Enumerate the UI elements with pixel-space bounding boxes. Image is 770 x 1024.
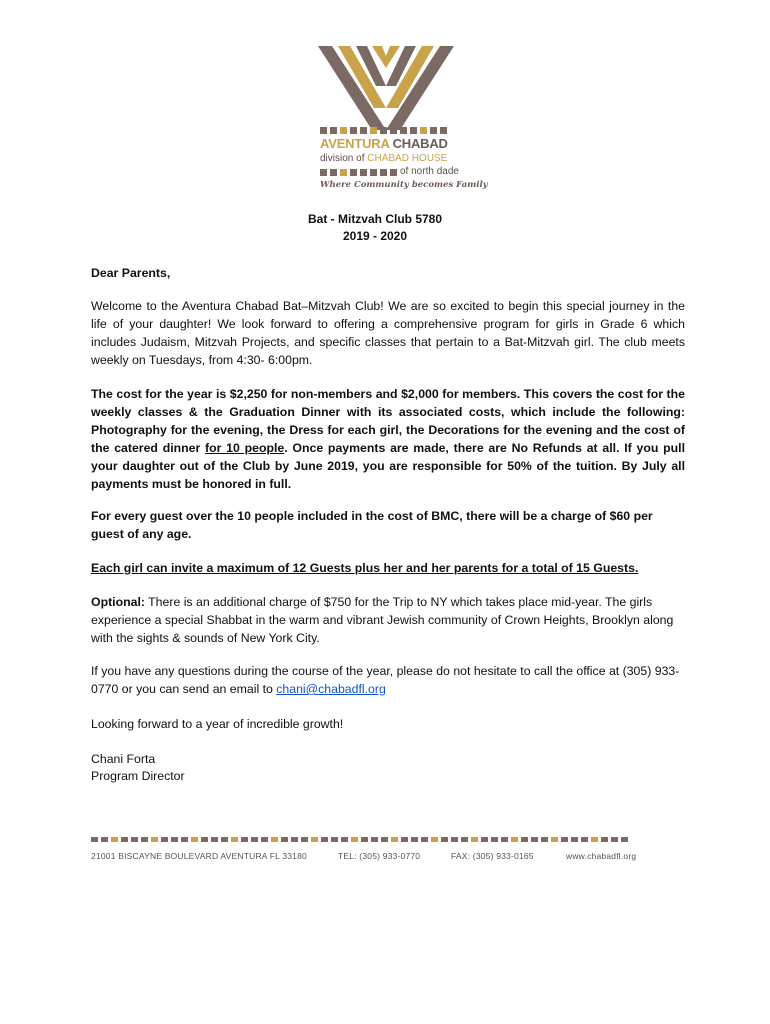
salutation: Dear Parents, xyxy=(91,266,171,280)
logo-division-suffix: of north dade xyxy=(400,166,459,177)
footer-square xyxy=(381,837,388,842)
footer-tel: TEL: (305) 933-0770 xyxy=(338,851,421,861)
footer-square xyxy=(591,837,598,842)
contact-paragraph: If you have any questions during the course of the year, please do not hesitate to call the office at (305) 933-0770 or you can send an email to chani@chabadfl.org xyxy=(91,664,680,696)
footer-square xyxy=(181,837,188,842)
footer-square xyxy=(221,837,228,842)
footer-square xyxy=(551,837,558,842)
footer-square xyxy=(241,837,248,842)
footer-web: www.chabadfl.org xyxy=(566,851,637,861)
signature-title: Program Director xyxy=(91,769,185,783)
footer-square xyxy=(621,837,628,842)
footer-square xyxy=(171,837,178,842)
footer-square xyxy=(581,837,588,842)
footer-square xyxy=(261,837,268,842)
menorah-chevron-icon xyxy=(316,44,456,134)
footer-square xyxy=(251,837,258,842)
footer-address: 21001 BISCAYNE BOULEVARD AVENTURA FL 33180 xyxy=(91,851,307,861)
footer-square xyxy=(611,837,618,842)
email-link[interactable]: chani@chabadfl.org xyxy=(276,682,386,696)
footer-square xyxy=(391,837,398,842)
logo-name: AVENTURA CHABAD xyxy=(320,136,448,151)
footer-square xyxy=(271,837,278,842)
footer-square xyxy=(141,837,148,842)
footer-square xyxy=(161,837,168,842)
footer-square xyxy=(341,837,348,842)
logo-tagline: Where Community becomes Family xyxy=(320,180,488,190)
footer-square xyxy=(461,837,468,842)
footer-square xyxy=(101,837,108,842)
footer-square xyxy=(201,837,208,842)
letter-title: Bat - Mitzvah Club 5780 xyxy=(307,212,443,226)
signature-name: Chani Forta xyxy=(91,752,156,766)
optional-trip-paragraph: Optional: There is an additional charge of $750 for the Trip to NY which takes place mid-year. The girls experience a special Shabbat in the warm and vibrant Jewish community of Crown Heights, Brooklyn along with the sights & sounds of New York City. xyxy=(91,595,674,645)
footer-square xyxy=(211,837,218,842)
guest-charge-paragraph: For every guest over the 10 people included in the cost of BMC, there will be a charge of $60 per guest of any age. xyxy=(91,509,653,541)
footer-square xyxy=(411,837,418,842)
footer-square xyxy=(191,837,198,842)
footer-square xyxy=(601,837,608,842)
footer-square xyxy=(471,837,478,842)
footer-fax: FAX: (305) 933-0165 xyxy=(451,851,534,861)
footer-square-rule xyxy=(91,837,628,842)
footer-square xyxy=(131,837,138,842)
footer-square xyxy=(331,837,338,842)
footer-square xyxy=(561,837,568,842)
footer-square xyxy=(301,837,308,842)
footer-square xyxy=(441,837,448,842)
footer-square xyxy=(321,837,328,842)
footer-square xyxy=(371,837,378,842)
logo-square-row-2 xyxy=(320,169,397,176)
footer-square xyxy=(91,837,98,842)
cost-paragraph: The cost for the year is $2,250 for non-members and $2,000 for members. This covers the cost for the weekly classes & the Graduation Dinner with its associated costs, which include the following: Photography for the evening, the Dress for each girl, the Decorations for the evening and the cost of the catered dinner for 10 people. Once payments are made, there are No Refunds at all. If you pull your daughter out of the Club by June 2019, you are responsible for 50% of the tuition. By July all payments must be honored in full. xyxy=(91,387,685,491)
welcome-paragraph: Welcome to the Aventura Chabad Bat–Mitzvah Club! We are so excited to begin this special journey in the life of your daughter! We look forward to offering a comprehensive program for girls in Grade 6 which includes Judaism, Mitzvah Projects, and specific classes that pertain to a Bat-Mitzvah girl. The club meets weekly on Tuesdays, from 4:30- 6:00pm. xyxy=(91,299,685,367)
logo-square-row xyxy=(320,127,447,134)
footer-square xyxy=(121,837,128,842)
closing-line: Looking forward to a year of incredible growth! xyxy=(91,717,344,731)
footer-square xyxy=(541,837,548,842)
footer-square xyxy=(291,837,298,842)
footer-square xyxy=(231,837,238,842)
letter-year: 2019 - 2020 xyxy=(342,229,408,243)
footer-square xyxy=(421,837,428,842)
footer-square xyxy=(511,837,518,842)
aventura-chabad-logo xyxy=(316,44,488,194)
footer-square xyxy=(451,837,458,842)
footer-square xyxy=(151,837,158,842)
footer-square xyxy=(571,837,578,842)
footer-square xyxy=(501,837,508,842)
footer-square xyxy=(431,837,438,842)
guest-limit-paragraph: Each girl can invite a maximum of 12 Guests plus her and her parents for a total of 15 Guests. xyxy=(91,561,639,575)
footer-square xyxy=(531,837,538,842)
footer-square xyxy=(481,837,488,842)
footer-square xyxy=(351,837,358,842)
footer-square xyxy=(311,837,318,842)
footer-square xyxy=(491,837,498,842)
footer-square xyxy=(111,837,118,842)
footer-square xyxy=(401,837,408,842)
logo-division: division of CHABAD HOUSE xyxy=(320,153,448,164)
footer-square xyxy=(361,837,368,842)
footer-square xyxy=(521,837,528,842)
footer-square xyxy=(281,837,288,842)
